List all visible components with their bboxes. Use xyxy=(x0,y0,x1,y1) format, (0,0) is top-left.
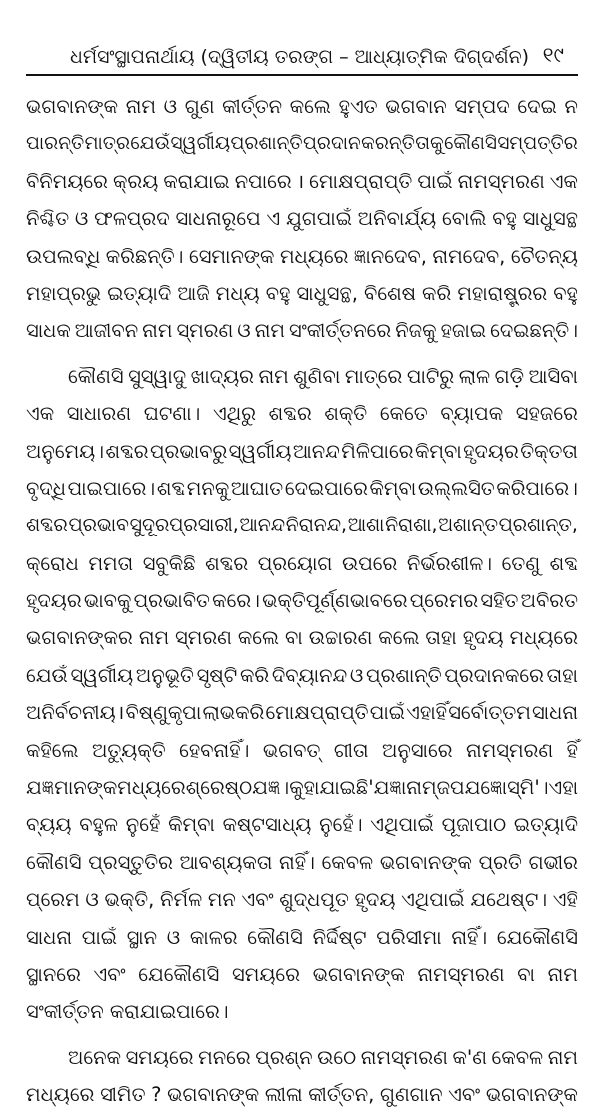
word: ଇତ୍ୟାଦି xyxy=(107,281,172,305)
word: ମହାପ୍ରଭୁ xyxy=(26,281,102,305)
word: ବା xyxy=(517,962,535,986)
word: ବିନିମୟରେ xyxy=(26,169,108,193)
word: ତାହା xyxy=(425,626,457,650)
word: ନିର୍ଭରଶୀଳ। xyxy=(406,551,493,575)
word: କୌଣସି xyxy=(247,925,303,949)
word: ଯେଉଁ xyxy=(26,663,68,687)
word: ନିରାନନ୍ଦ, xyxy=(285,514,348,537)
text-line xyxy=(26,694,578,731)
word: ବ୍ୟୟ xyxy=(26,813,72,837)
word: ସ୍ମରଣ xyxy=(176,319,234,343)
word: ଏଥିପାଇଁ xyxy=(370,813,434,837)
body-text xyxy=(26,88,578,1114)
text-line xyxy=(26,545,578,582)
word: କୌଣସି xyxy=(444,133,498,155)
word: ଉଠେ xyxy=(317,1045,357,1069)
word: ଶବ୍ଦର xyxy=(205,551,249,575)
word: ସ୍ମରଣ xyxy=(175,626,232,650)
word: ତେଣୁ xyxy=(501,551,541,575)
word: ଶକ୍ତି xyxy=(324,402,368,426)
word: ନିଜକୁ xyxy=(395,319,437,343)
word: । xyxy=(296,169,305,193)
word: ଓ xyxy=(166,925,181,949)
word: ଭଗବାନଙ୍କ xyxy=(312,962,405,986)
word: ମଧ୍ୟରେ xyxy=(279,244,349,268)
word: ତାକୁ xyxy=(415,133,444,155)
word: ପ୍ରଶାନ୍ତି xyxy=(230,133,303,155)
word: କେବଳ xyxy=(491,1045,544,1069)
word: । xyxy=(116,701,125,725)
word: ସ୍ୱର୍ଗୀୟ xyxy=(228,439,292,463)
word: କରି xyxy=(239,663,270,687)
word: ଏଥିରୁ xyxy=(212,402,257,426)
text-line xyxy=(26,275,578,312)
word: ଆଜୀବନ xyxy=(74,319,139,343)
word: ବହୁ xyxy=(492,207,517,231)
word: ପ୍ରେମ xyxy=(26,888,80,912)
word: ଦିବ୍ୟାନନ୍ଦ xyxy=(271,663,348,687)
word: ନାମ xyxy=(138,626,170,650)
text-line xyxy=(26,1076,578,1113)
word: ନିଶ୍ଚିତ xyxy=(26,207,70,231)
word: ହିଁ xyxy=(566,738,578,762)
word: ବ୍ୟାପକ xyxy=(440,402,504,426)
word: ନାମ xyxy=(547,962,578,986)
word: ଦେଇପାରେ xyxy=(284,476,368,500)
word: କଲେ xyxy=(289,95,331,118)
word: ନାମ xyxy=(125,95,156,118)
word: ଏବଂ xyxy=(241,888,274,912)
word: ଗଡ଼ି xyxy=(494,364,525,388)
word: କରିପାରେ। xyxy=(496,476,578,500)
word: ହୁଏତ xyxy=(338,95,378,118)
word: କ'ଣ xyxy=(452,1045,487,1069)
word: ସ୍ଥାନରେ xyxy=(26,962,81,986)
word: ଆଶା xyxy=(347,514,385,537)
word: ମୋକ୍ଷପ୍ରାପ୍ତି xyxy=(309,169,413,193)
word: ଓ xyxy=(74,207,89,231)
word: ଭଗବତ୍ xyxy=(262,738,321,762)
word: ସାଧୁସନ୍ଥ xyxy=(522,207,578,231)
word: କଲେ xyxy=(378,626,420,650)
word: ଦେଇ xyxy=(517,95,557,118)
word: କହିଲେ xyxy=(26,738,79,762)
word: ଶବ୍ଦର xyxy=(105,439,149,463)
word: ଯଜ୍ଞମାନଙ୍କ xyxy=(26,776,118,800)
word: ଆନନ୍ଦ xyxy=(239,514,286,537)
word: ହେବନାହିଁ। xyxy=(179,738,250,762)
word: ବା xyxy=(284,626,303,650)
word: ସାଧୁସନ୍ଥ, xyxy=(296,281,358,305)
word: ନାହିଁ। xyxy=(279,850,315,874)
word: କୀର୍ତ୍ତନ, xyxy=(308,1083,375,1107)
word: ଜପ xyxy=(436,776,465,800)
word: ଶବ୍ଦର xyxy=(26,514,68,537)
text-line xyxy=(26,200,578,237)
word: କିମ୍ବା xyxy=(414,439,462,463)
word: ଏବଂ xyxy=(448,1083,481,1107)
word: ପାଟିରୁ xyxy=(406,364,455,388)
word: ବିଷ୍ଣୁକୃପା xyxy=(125,701,202,725)
word: ଶୁଣିବା xyxy=(293,364,341,388)
word: ଅନିବାର୍ଯ୍ୟ xyxy=(357,207,437,231)
word: ଓ xyxy=(237,319,251,343)
word: ନାମ xyxy=(142,319,173,343)
word: ଆବଶ୍ୟକତା xyxy=(179,850,273,874)
word: କାଳର xyxy=(189,925,238,949)
word: କରିଛନ୍ତି। xyxy=(105,244,184,268)
word: ଲାଳ xyxy=(458,364,491,388)
word: ପାଇଁ xyxy=(369,701,405,725)
running-header xyxy=(26,38,578,76)
word: ସୁଦୂରପ୍ରସାରୀ, xyxy=(129,514,239,537)
word: ମମତା xyxy=(88,551,134,575)
word: ନାମସ୍ମରଣ xyxy=(457,169,545,193)
word: ପ୍ରଶ୍ନ xyxy=(255,1045,313,1069)
paragraph xyxy=(26,358,578,1031)
word: ପୂଜାପାଠ xyxy=(441,813,507,837)
word: କରାଯାଇ xyxy=(163,169,230,193)
word: କଷ୍ଟସାଧ୍ୟ xyxy=(222,813,312,837)
word: ଓ xyxy=(349,663,364,687)
word: ସୃଷ୍ଟି xyxy=(196,663,238,687)
word: ଉଲ୍ଲସିତ xyxy=(417,476,495,500)
word: ଏହି xyxy=(552,888,578,912)
text-line xyxy=(26,125,578,162)
word: ପାଇପାରେ। xyxy=(67,476,156,500)
word: ଲାଭକରି xyxy=(202,701,265,725)
word: ତାହା xyxy=(546,663,578,687)
word: କରି xyxy=(422,281,452,305)
word: ପ୍ରଭାବିତ xyxy=(133,589,210,613)
text-line xyxy=(26,582,578,619)
word: ଏହା xyxy=(548,776,579,800)
text-line xyxy=(26,1039,578,1076)
word: ନାମଦେବ, xyxy=(432,244,506,268)
word: ଅନିର୍ବଚନୀୟ xyxy=(26,701,116,725)
word: କଲେ xyxy=(237,626,279,650)
paragraph xyxy=(26,88,578,350)
word: ଓ xyxy=(85,888,99,912)
word: ପାଇଁ xyxy=(417,169,453,193)
text-line xyxy=(26,657,578,694)
word: ନୁହେଁ xyxy=(125,813,161,837)
word: ଉପଲବ୍ଧି xyxy=(26,244,101,268)
word: ଏକ xyxy=(26,402,55,426)
word: ପ୍ରୟୋଗ xyxy=(257,551,333,575)
word: ମଧ୍ୟରେ xyxy=(26,1083,95,1107)
word: ନିରାଶା, xyxy=(385,514,438,537)
word: ତିକ୍ତତା xyxy=(520,439,578,463)
word: ଏଥିପାଇଁ xyxy=(401,888,465,912)
word: ପ୍ରସ୍ତୁତିର xyxy=(88,850,173,874)
word: ଯେକୌଣସି xyxy=(496,925,578,949)
word: ଅନୁମେୟ। xyxy=(26,439,105,463)
word: ଭଗବାନଙ୍କ xyxy=(379,850,472,874)
word: କ୍ରୋଧ xyxy=(26,551,79,575)
word: ବହୁଳ xyxy=(79,813,118,837)
word: ମୋକ୍ଷପ୍ରାପ୍ତି xyxy=(265,701,369,725)
word: କିମ୍ବା xyxy=(369,476,417,500)
word: ଶ୍ରେଷ୍ଠଯଜ୍ଞ। xyxy=(185,776,290,800)
word: ଏ xyxy=(266,207,281,231)
word: ଫଳପ୍ରଦ xyxy=(94,207,170,231)
word: ପାରନ୍ତି xyxy=(26,133,85,155)
word: ନପାରେ xyxy=(234,169,292,193)
word: ମାତ୍ରେ xyxy=(344,364,403,388)
word: ଶୁଦ୍ଧପୂତ xyxy=(279,888,349,912)
word: କରନ୍ତି xyxy=(361,133,415,155)
word: ହୃଦୟର xyxy=(26,589,82,613)
text-line xyxy=(26,806,578,843)
word: ଉପରେ xyxy=(341,551,398,575)
word: ଆଘାତ xyxy=(230,476,284,500)
word: ନାମସ୍ମରଣ xyxy=(417,962,505,986)
text-line xyxy=(26,433,578,470)
text-line xyxy=(26,358,578,395)
text-line xyxy=(26,881,578,918)
word: ମନ xyxy=(207,888,236,912)
word: ନାମ xyxy=(258,364,289,388)
word: ସାଧନା xyxy=(26,925,73,949)
word: ସାଧନାରୂପେ xyxy=(175,207,261,231)
word: କରେ। xyxy=(212,589,260,613)
word: ହୃଦୟ xyxy=(354,888,396,912)
word: ଅତ୍ୟୁକ୍ତି xyxy=(91,738,166,762)
word: ମାତ୍ର xyxy=(84,133,131,155)
word: ଭାବକୁ xyxy=(83,589,132,613)
word: ସର୍ବୋତ୍ତମ xyxy=(448,701,531,725)
word: ଯେଉଁ xyxy=(130,133,171,155)
word: ମଧ୍ୟ xyxy=(215,281,260,305)
word: ପାଇଁ xyxy=(81,925,118,949)
text-line xyxy=(26,395,578,432)
text-line xyxy=(26,956,578,993)
word: ଏବଂ xyxy=(93,962,126,986)
word: ଘଟଣା। xyxy=(143,402,201,426)
word: ମଧ୍ୟରେ xyxy=(117,776,186,800)
word: ମିଳିପାରେ xyxy=(341,439,414,463)
word: ଯେକୌଣସି xyxy=(138,962,220,986)
word: ଭଗବାନ xyxy=(385,95,447,118)
word: କେତେ xyxy=(379,402,428,426)
word: ପ୍ରଭାବ xyxy=(68,514,129,537)
text-line: ସଂକୀର୍ତ୍ତନ କରାଯାଇପାରେ। xyxy=(26,1000,229,1024)
text-line xyxy=(26,88,578,125)
word: ବୃଦ୍ଧି xyxy=(26,476,66,500)
text-line xyxy=(26,919,578,956)
word: ବିଶେଷ xyxy=(364,281,416,305)
page-number: ୧୯ xyxy=(542,43,564,67)
word: ଶବ୍ଦର xyxy=(268,402,312,426)
word: ପରିସୀମା xyxy=(376,925,442,949)
text-line xyxy=(26,163,578,200)
word: ଉଚ୍ଚାରଣ xyxy=(308,626,373,650)
word: ଏକ xyxy=(549,169,578,193)
word: ମନକୁ xyxy=(186,476,230,500)
word: ଇତ୍ୟାଦି xyxy=(513,813,578,837)
word: ଶବ୍ଦ xyxy=(156,476,186,500)
word: ସମୟରେ xyxy=(232,962,300,986)
word: ସ୍ଥାନ xyxy=(126,925,158,949)
word: ଭକ୍ତିପୂର୍ଣ୍ଣଭାବରେ xyxy=(262,589,408,613)
word: ସବୁକିଛି xyxy=(142,551,196,575)
word: ସାଧନା xyxy=(531,701,578,725)
word: ଅନୁଭୂତି xyxy=(135,663,194,687)
word: ସମୟରେ xyxy=(125,1045,194,1069)
word: ପ୍ରଶାନ୍ତ, xyxy=(498,514,578,537)
word: ସୁସ୍ୱାଦୁ xyxy=(128,364,187,388)
word: ଭଗବାନଙ୍କ xyxy=(26,95,119,118)
word: ଗୁଣଗାନ xyxy=(379,1083,443,1107)
word: ଯଥେଷ୍ଟ। xyxy=(470,888,548,912)
word: ସ୍ୱର୍ଗୀୟ xyxy=(170,133,231,155)
text-line xyxy=(26,769,578,806)
word: ଆନନ୍ଦ xyxy=(292,439,340,463)
word: ନାମ xyxy=(547,1045,578,1069)
word: ହଜାଇ xyxy=(440,319,487,343)
word: ଗୁଣ xyxy=(184,95,215,118)
word: ଚୈତନ୍ୟ xyxy=(510,244,578,268)
word: ଯଜ୍ଞୋସ୍ମି'। xyxy=(464,776,549,800)
word: ମନରେ xyxy=(198,1045,251,1069)
word: ଶବ୍ଦ xyxy=(549,551,578,575)
word: ଭଗବାନଙ୍କର xyxy=(26,626,133,650)
word: ପ୍ରଦାନ xyxy=(302,133,361,155)
word: କୌଣସି xyxy=(68,364,124,388)
word: ସେମାନଙ୍କ xyxy=(188,244,275,268)
text-line xyxy=(26,507,578,544)
word: ଦେଇଛନ୍ତି। xyxy=(490,319,578,343)
word: ହୃଦୟ xyxy=(462,626,504,650)
word: ନାମସ୍ମରଣ xyxy=(360,1045,448,1069)
word: ସାଧାରଣ xyxy=(66,402,132,426)
text-line xyxy=(26,238,578,275)
word: ନୁହେଁ। xyxy=(319,813,363,837)
word: ସହଜରେ xyxy=(515,402,578,426)
word: ଏହାହିଁ xyxy=(406,701,448,725)
word: କୌଣସି xyxy=(26,850,82,874)
word: ନ xyxy=(564,95,578,118)
running-title: ଧର୍ମସଂସ୍ଥାପନାର୍ଥାୟ (ଦ୍ୱିତୀୟ ତରଙ୍ଗ – ଆଧ୍ୟାତ୍ମିକ ଦିଗ୍‌ଦର୍ଶନ) xyxy=(70,46,530,68)
word: ? xyxy=(151,1083,162,1107)
word: ଆସିବା xyxy=(528,364,578,388)
word: ଭଗବାନଙ୍କ xyxy=(485,1083,578,1107)
word: ଅନୁସାରେ xyxy=(382,738,453,762)
word: ମଧ୍ୟରେ xyxy=(509,626,578,650)
word: ଖାଦ୍ୟର xyxy=(190,364,254,388)
word: ନାମସ୍ମରଣ xyxy=(466,738,554,762)
word: ସହିତ xyxy=(480,589,519,613)
word: ଭଗବାନଙ୍କ xyxy=(167,1083,260,1107)
word: ସମ୍ପଦ xyxy=(454,95,510,118)
word: କୀର୍ତ୍ତନ xyxy=(222,95,283,118)
word: ଗଭୀର xyxy=(528,850,578,874)
word: ଅବିରତ xyxy=(520,589,578,613)
word: ପ୍ରଦାନକରେ xyxy=(444,663,544,687)
word: ସଂକୀର୍ତ୍ତନରେ xyxy=(289,319,392,343)
word: ସ୍ୱର୍ଗୀୟ xyxy=(70,663,134,687)
word: ବହୁ xyxy=(553,281,578,305)
word: କ୍ରୟ xyxy=(113,169,159,193)
word: କେବଳ xyxy=(321,850,374,874)
word: ଅଶାନ୍ତ xyxy=(438,514,498,537)
text-line xyxy=(26,619,578,656)
word: ପ୍ରତି xyxy=(478,850,522,874)
word: ମହାରାଷ୍ଟ୍ରର xyxy=(457,281,548,305)
text-line xyxy=(26,732,578,769)
word: ପ୍ରେମର xyxy=(409,589,479,613)
word: ଜ୍ଞାନଦେବ, xyxy=(353,244,427,268)
word: ଓ xyxy=(163,95,178,118)
word: ଅନେକ xyxy=(68,1045,122,1069)
word: ସୀମିତ xyxy=(100,1083,146,1107)
word: ନାହିଁ। xyxy=(451,925,488,949)
word: ଯୁଗପାଇଁ xyxy=(285,207,352,231)
word: କୁହାଯାଇଛି xyxy=(289,776,369,800)
text-line xyxy=(26,470,578,507)
word: 'ଯଜ୍ଞାନାମ୍ xyxy=(368,776,437,800)
word: ଆଜି xyxy=(177,281,210,305)
word: ଗୀତା xyxy=(333,738,369,762)
word: ସାଧକ xyxy=(26,319,71,343)
word: ପ୍ରଭାବରୁ xyxy=(150,439,228,463)
word: ଭକ୍ତି, xyxy=(104,888,155,912)
word: କିମ୍ବା xyxy=(168,813,215,837)
word: ବୋଲି xyxy=(441,207,487,231)
word: ଲୀଳା xyxy=(264,1083,303,1107)
word: ବହୁ xyxy=(265,281,291,305)
word: ନାମ xyxy=(254,319,285,343)
word: ନିର୍ଦ୍ଦିଷ୍ଟ xyxy=(312,925,367,949)
text-line xyxy=(26,844,578,881)
word: ନିର୍ମଳ xyxy=(160,888,203,912)
paragraph xyxy=(26,1039,578,1114)
text-line xyxy=(26,312,578,349)
word: ସମ୍ପତ୍ତିର xyxy=(497,133,578,155)
word: ହୃଦୟର xyxy=(463,439,519,463)
word: ପ୍ରଶାନ୍ତି xyxy=(365,663,442,687)
